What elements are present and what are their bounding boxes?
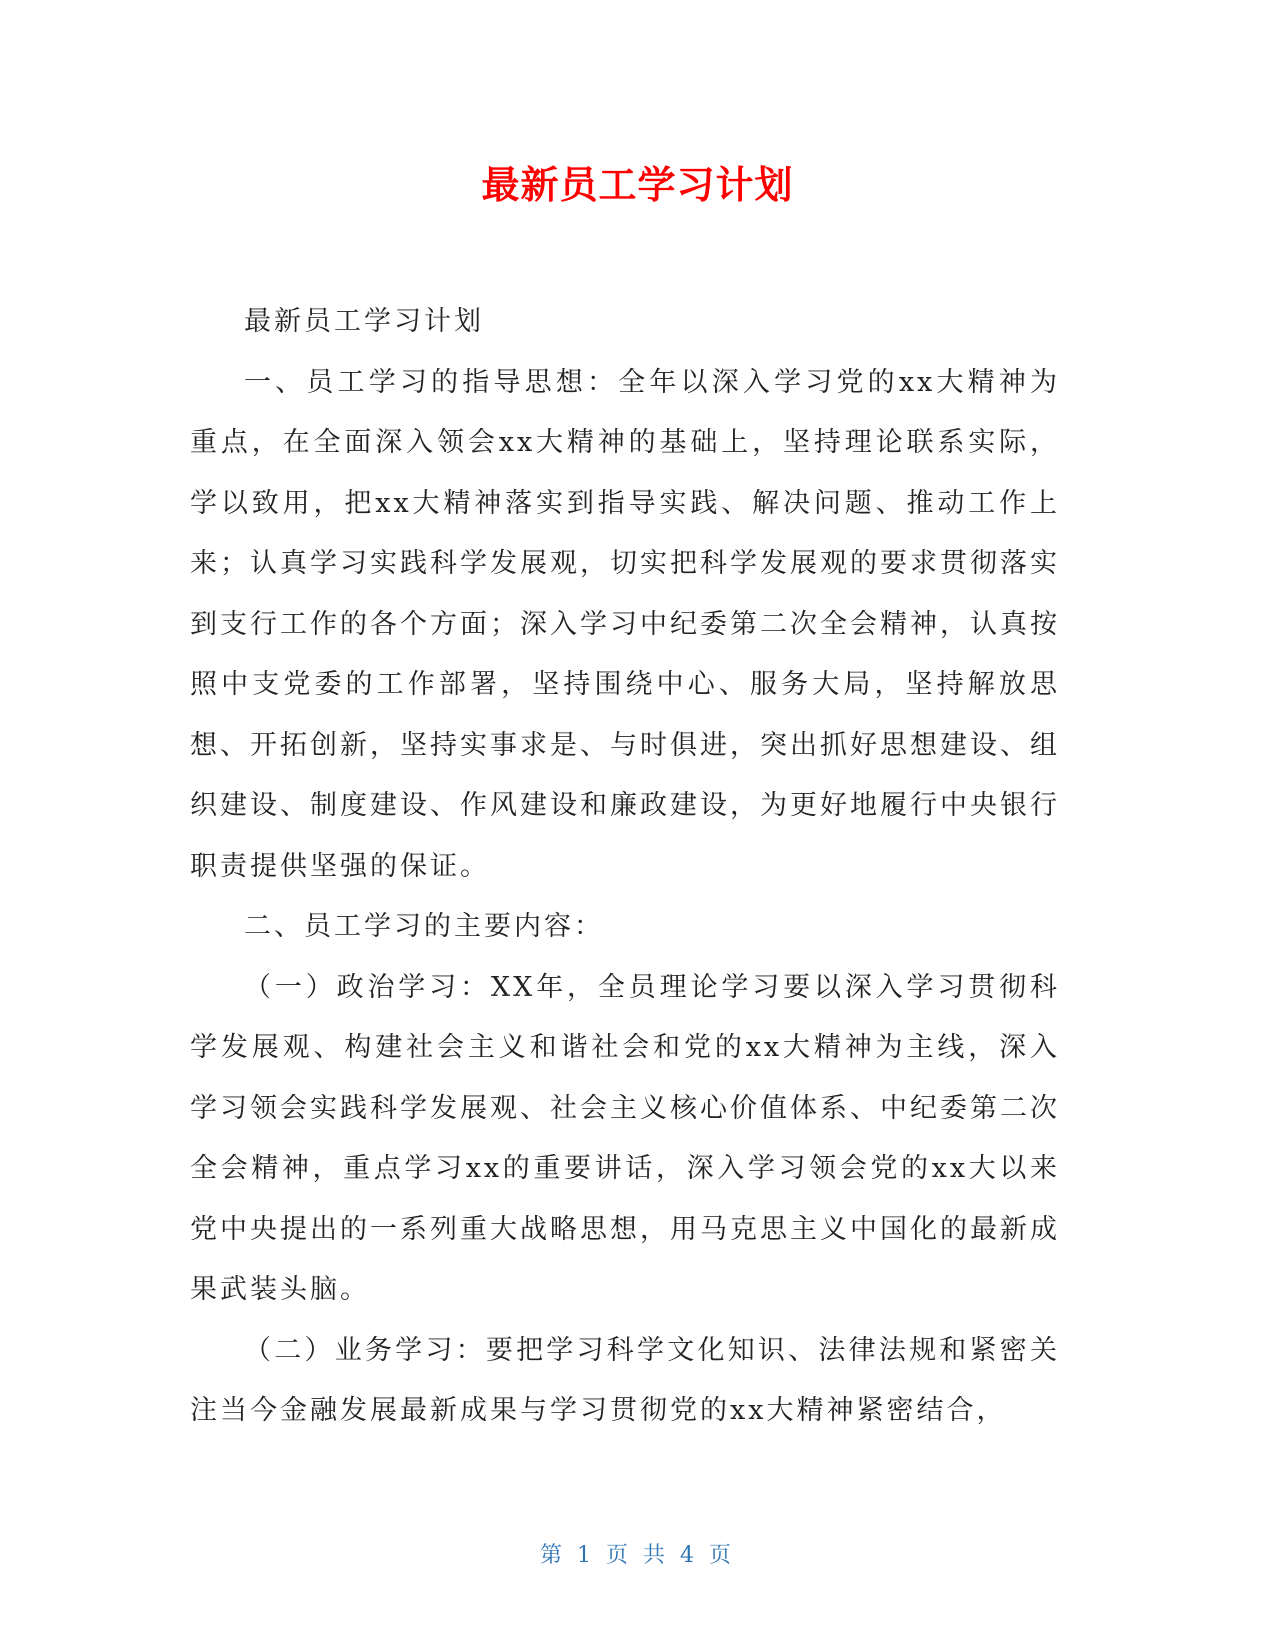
paragraph-main-content-heading: 二、员工学习的主要内容：: [244, 911, 604, 942]
paragraph-business-study: （二）业务学习：要把学习科学文化知识、法律法规和紧密关注当今金融发展最新成果与学习贯彻党的xx大精神紧密结合，: [190, 1334, 1060, 1426]
paragraph-guiding-ideology: 一、员工学习的指导思想：全年以深入学习党的xx大精神为重点，在全面深入领会xx大精神的基础上，坚持理论联系实际，学以致用，把xx大精神落实到指导实践、解决问题、推动工作上来；认真学习实践科学发展观，切实把科学发展观的要求贯彻落实到支行工作的各个方面；深入学习中纪委第二次全会精神，认真按照中支党委的工作部署，坚持围绕中心、服务大局，坚持解放思想、开拓创新，坚持实事求是、与时俱进，突出抓好思想建设、组织建设、制度建设、作风建设和廉政建设，为更好地履行中央银行职责提供坚强的保证。: [190, 366, 1060, 882]
paragraph-heading: 最新员工学习计划: [244, 306, 484, 337]
document-title: 最新员工学习计划: [481, 163, 794, 207]
page-number-footer: 第 1 页 共 4 页: [540, 1543, 735, 1568]
paragraph-political-study: （一）政治学习：XX年，全员理论学习要以深入学习贯彻科学发展观、构建社会主义和谐社会和党的xx大精神为主线，深入学习领会实践科学发展观、社会主义核心价值体系、中纪委第二次全会精神，重点学习xx的重要讲话，深入学习领会党的xx大以来党中央提出的一系列重大战略思想，用马克思主义中国化的最新成果武装头脑。: [190, 971, 1060, 1305]
document-body: [190, 292, 1060, 1442]
